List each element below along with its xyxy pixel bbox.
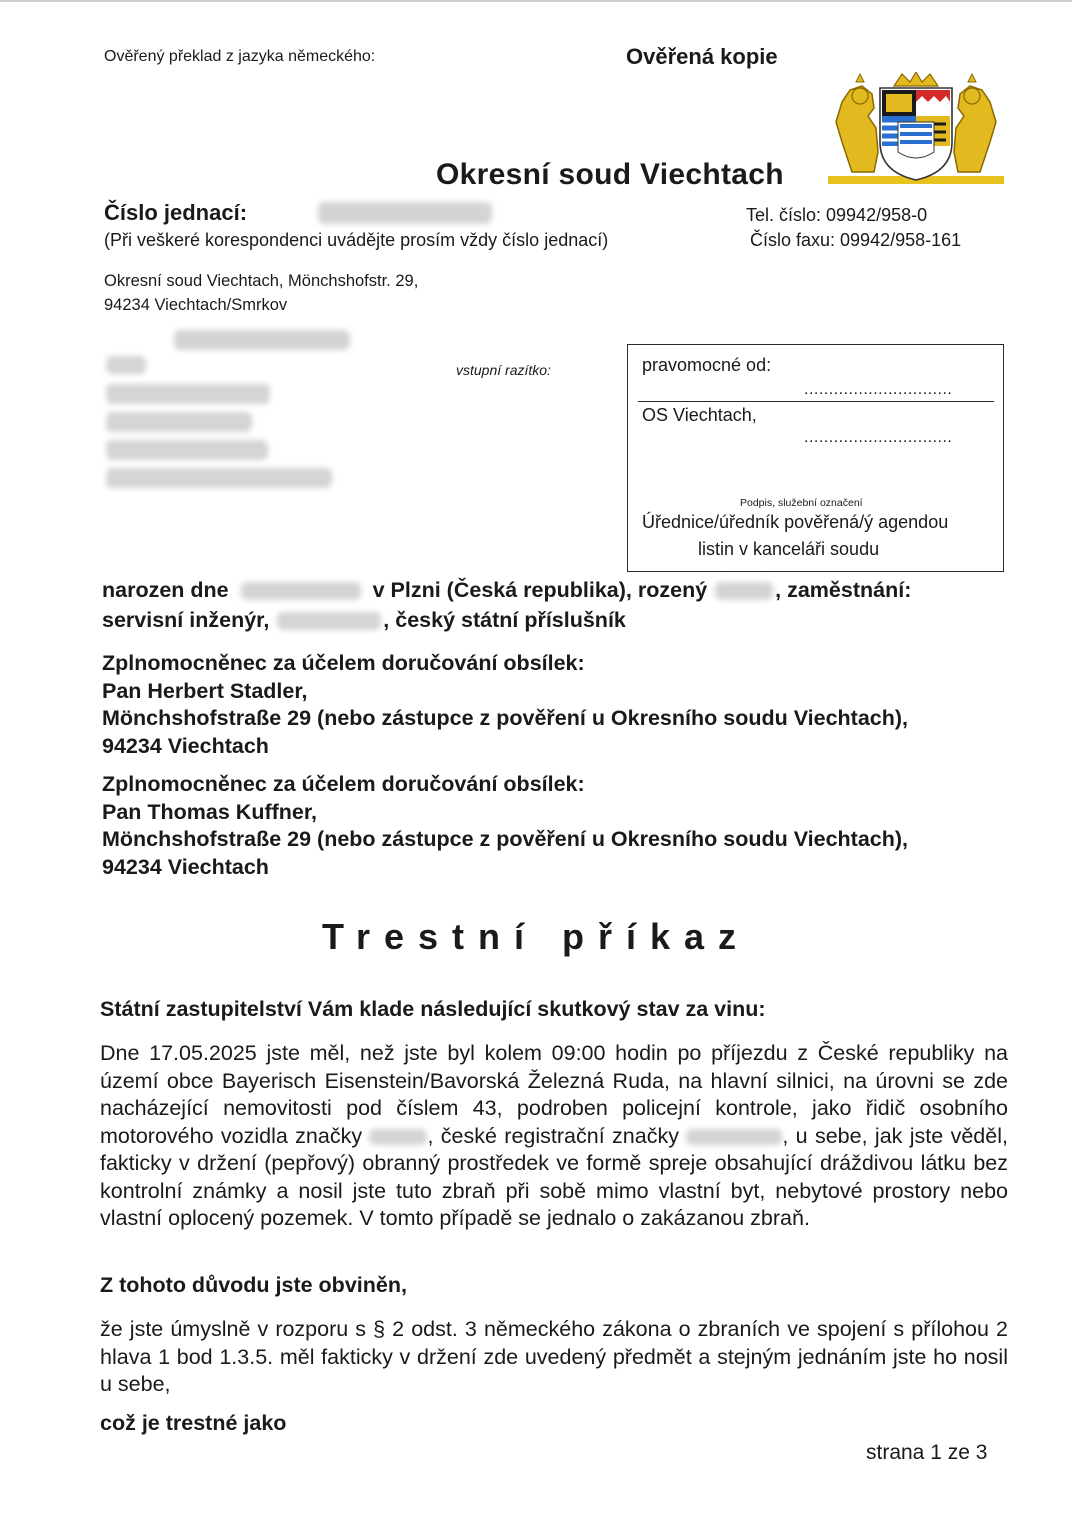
fax-number: Číslo faxu: 09942/958-161 bbox=[750, 230, 962, 250]
occupation-label: , zaměstnání: bbox=[775, 578, 912, 602]
bavarian-coat-of-arms-icon bbox=[822, 72, 1010, 193]
facts-part3: , u sebe, jak jste věděl, fakticky v držení (pepřový) obranný prostředek ve formě spreje obsahující dráždivou látku bez kontrolní známky a nosil jste tuto zbraň při sobě mimo vlastní byt, nebytové prostory nebo vlastní oplocený pozemek. V tomto případě se jednalo o zakázanou zbraň. bbox=[100, 1123, 1008, 1230]
agent-name: Pan Herbert Stadler, bbox=[102, 678, 308, 703]
redacted-recipient-line bbox=[106, 384, 270, 404]
sender-address-line2: 94234 Viechtach/Smrkov bbox=[104, 296, 288, 314]
court-line-dots: .............................. bbox=[804, 429, 953, 446]
legal-effect-stamp-box bbox=[627, 344, 1004, 572]
charge-heading: Státní zastupitelství Vám klade následující skutkový stav za vinu: bbox=[100, 997, 766, 1021]
redacted-recipient-line bbox=[174, 330, 350, 350]
redacted-recipient-line bbox=[106, 440, 268, 460]
facts-paragraph bbox=[100, 1040, 1008, 1233]
agent-street: Mönchshofstraße 29 (nebo zástupce z pověření u Okresního soudu Viechtach), bbox=[102, 827, 909, 851]
final-from-dots: .............................. bbox=[804, 381, 953, 398]
redacted-file-number bbox=[318, 202, 492, 224]
court-line-label: OS Viechtach, bbox=[642, 405, 757, 425]
certified-copy-label: Ověřená kopie bbox=[626, 44, 778, 69]
agent-heading: Zplnomocněnec za účelem doručování obsílek: bbox=[102, 651, 585, 675]
redacted-birth-name bbox=[715, 582, 773, 600]
redacted-car-make bbox=[369, 1129, 427, 1145]
accused-paragraph: že jste úmyslně v rozporu s § 2 odst. 3 německého zákona o zbraních ve spojení s přílohou 2 hlava 1 bod 1.3.5. měl fakticky v držení zde uvedený předmět a stejným jednáním jste ho nosil u sebe, bbox=[100, 1317, 1008, 1396]
defendant-birth-line bbox=[102, 578, 911, 603]
page-number: strana 1 ze 3 bbox=[866, 1441, 988, 1464]
scan-top-edge bbox=[0, 0, 1072, 2]
court-name: Okresní soud Viechtach bbox=[436, 158, 784, 191]
accused-heading: Z tohoto důvodu jste obviněn, bbox=[100, 1273, 407, 1297]
agent-block-2 bbox=[102, 771, 908, 881]
official-line2: listin v kanceláři soudu bbox=[698, 539, 880, 559]
official-line1: Úřednice/úředník pověřená/ý agendou bbox=[642, 512, 949, 532]
agent-name: Pan Thomas Kuffner, bbox=[102, 799, 318, 824]
citizenship-text: , český státní příslušník bbox=[383, 608, 626, 632]
final-from-label: pravomocné od: bbox=[642, 355, 772, 375]
entry-stamp-label: vstupní razítko: bbox=[456, 362, 551, 378]
redacted-employer bbox=[277, 612, 381, 630]
born-on-label: narozen dne bbox=[102, 578, 229, 602]
signature-small-label: Podpis, služební označení bbox=[740, 497, 863, 509]
agent-heading: Zplnomocněnec za účelem doručování obsílek: bbox=[102, 772, 585, 796]
phone-number: Tel. číslo: 09942/958-0 bbox=[746, 205, 928, 225]
sender-address-line1: Okresní soud Viechtach, Mönchshofstr. 29, bbox=[104, 272, 419, 290]
translation-note: Ověřený překlad z jazyka německého: bbox=[104, 48, 376, 65]
facts-part2: , české registrační značky bbox=[427, 1123, 679, 1148]
agent-city: 94234 Viechtach bbox=[102, 854, 269, 879]
stamp-divider bbox=[638, 401, 994, 402]
file-number-hint: (Při veškeré korespondenci uvádějte prosím vždy číslo jednací) bbox=[104, 230, 609, 250]
defendant-occupation-line bbox=[102, 608, 626, 633]
redacted-recipient-line bbox=[106, 468, 332, 488]
file-number-label: Číslo jednací: bbox=[104, 200, 248, 225]
redacted-plate bbox=[686, 1129, 782, 1145]
agent-street: Mönchshofstraße 29 (nebo zástupce z pověření u Okresního soudu Viechtach), bbox=[102, 706, 909, 730]
redacted-birth-date bbox=[241, 582, 361, 600]
occupation-text: servisní inženýr, bbox=[102, 608, 270, 632]
birthplace-text: v Plzni (Česká republika), rozený bbox=[372, 578, 708, 602]
redacted-recipient-line bbox=[106, 356, 146, 374]
redacted-recipient-line bbox=[106, 412, 252, 432]
document-title: Trestní příkaz bbox=[321, 916, 751, 957]
punishable-label: což je trestné jako bbox=[100, 1411, 287, 1435]
agent-block-1 bbox=[102, 650, 908, 760]
agent-city: 94234 Viechtach bbox=[102, 733, 269, 758]
facts-part1: Dne 17.05.2025 jste měl, než jste byl kolem 09:00 hodin po příjezdu z České republiky na území obce Bayerisch Eisenstein/Bavorská Železná Ruda, na hlavní silnici, na úrovni se zde nacházející nemovitosti pod číslem 43, podroben policejní kontrole, jako řidič osobního motorového vozidla značky bbox=[100, 1041, 1008, 1148]
